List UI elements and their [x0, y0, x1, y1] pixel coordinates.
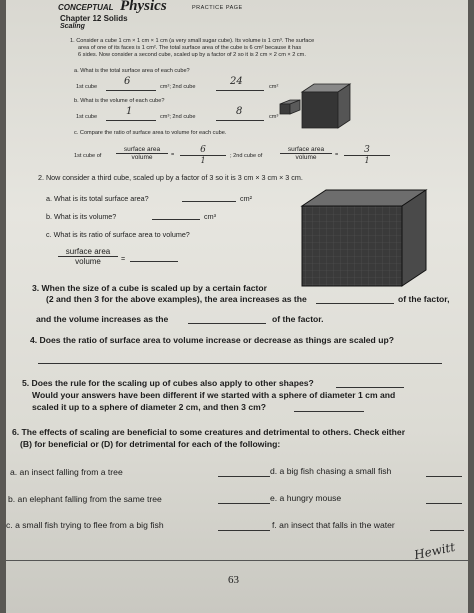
q1c-first-label: 1st cube of: [74, 153, 102, 159]
q6-item-c: c. a small fish trying to flee from a big fish: [6, 520, 164, 530]
q1a-unit-second: cm²; 2nd cube: [160, 84, 196, 90]
q6-item-d-answer[interactable]: [426, 467, 462, 477]
q1c-frac-num: surface area: [116, 146, 168, 154]
q5-line-1: 5. Does the rule for the scaling up of cubes also apply to other shapes?: [22, 378, 314, 388]
q1b-second-answer: 8: [236, 106, 243, 117]
chapter-title: Chapter 12 Solids: [60, 14, 128, 23]
q6-item-f: f. an insect that falls in the water: [272, 520, 395, 530]
page-number: 63: [228, 574, 239, 586]
two-cm-cube: [302, 84, 350, 128]
q1a-first-answer: 6: [124, 76, 131, 87]
q6-item-e: e. a hungry mouse: [270, 493, 342, 503]
q1a-second-answer: 24: [230, 76, 243, 87]
q1c-second-answer-num: 3: [344, 145, 390, 156]
q3-volume-answer-field[interactable]: [188, 314, 266, 324]
signature: Hewitt: [412, 539, 457, 563]
q1c-frac-den-2: volume: [295, 154, 317, 161]
q1b-second-answer-field[interactable]: [216, 106, 264, 121]
q6-item-e-answer[interactable]: [426, 494, 462, 504]
q1c-frac-num-2: surface area: [280, 146, 332, 154]
q1b-first-answer-field[interactable]: [106, 106, 156, 121]
q1c-first-answer-field[interactable]: [180, 145, 226, 165]
q1c-first-answer-den: 1: [200, 156, 206, 165]
q5-answer-field-2[interactable]: [294, 402, 364, 412]
q1c-second-label: ; 2nd cube of: [230, 153, 263, 159]
q6-item-a: a. an insect falling from a tree: [10, 467, 123, 477]
q2c-answer-field[interactable]: [130, 253, 178, 262]
q1a-second-answer-field[interactable]: [216, 76, 264, 91]
q3-area-answer-field[interactable]: [316, 294, 394, 304]
intro-line-1: 1. Consider a cube 1 cm × 1 cm × 1 cm (a very small sugar cube). Its volume is 1 cm³. The surface: [70, 38, 315, 44]
brand-conceptual: CONCEPTUAL: [58, 3, 114, 12]
q4-answer-line[interactable]: [38, 362, 442, 364]
q6-line-2: (B) for beneficial or (D) for detrimental for each of the following:: [20, 439, 281, 449]
q1a-first-label: 1st cube: [76, 84, 98, 90]
large-cube-illustration: [298, 186, 430, 288]
q1a-prompt: a. What is the total surface area of each cube?: [74, 68, 190, 74]
practice-page-label: PRACTICE PAGE: [192, 5, 243, 11]
one-cm-cube: [280, 100, 300, 114]
q1a-first-answer-field[interactable]: [106, 76, 156, 91]
q3-line-2-end: of the factor,: [398, 294, 450, 304]
q6-item-c-answer[interactable]: [218, 521, 270, 531]
q3-line-3: and the volume increases as the: [36, 314, 169, 324]
q6-item-a-answer[interactable]: [218, 467, 270, 477]
topic-title: Scaling: [60, 23, 85, 30]
q5-line-3: scaled it up to a sphere of diameter 2 cm, and then 3 cm?: [32, 402, 267, 412]
q6-item-f-answer[interactable]: [430, 521, 464, 531]
q2-prompt: 2. Now consider a third cube, scaled up by a factor of 3 so it is 3 cm × 3 cm × 3 cm.: [38, 173, 303, 182]
small-cubes-illustration: [276, 80, 356, 132]
intro-line-2: area of one of its faces is 1 cm². The total surface area of the cube is 6 cm² because it has: [78, 45, 302, 51]
q2c-frac-den: volume: [75, 257, 101, 266]
q3-line-2: (2 and then 3 for the above examples), the area increases as the: [46, 294, 307, 304]
q2c-prompt: c. What is its ratio of surface area to volume?: [46, 230, 190, 239]
q2c-equals: =: [121, 254, 126, 263]
q1b-first-label: 1st cube: [76, 114, 98, 120]
q1b-unit-second: cm³; 2nd cube: [160, 114, 196, 120]
q1b-unit: cm³: [269, 114, 279, 120]
q2b-answer-field[interactable]: [152, 211, 200, 220]
q1c-equals-1: =: [171, 152, 175, 158]
q6-line-1: 6. The effects of scaling are beneficial to some creatures and detrimental to others. Check either: [12, 427, 406, 437]
q5-line-2: Would your answers have been different if we started with a sphere of diameter 1 cm and: [32, 390, 396, 400]
q2a-answer-field[interactable]: [182, 193, 236, 202]
q1c-prompt: c. Compare the ratio of surface area to volume for each cube.: [74, 130, 227, 136]
q1b-prompt: b. What is the volume of each cube?: [74, 98, 165, 104]
q1c-second-fraction: [280, 146, 332, 161]
q2a-unit: cm²: [240, 194, 252, 203]
q3-line-1: 3. When the size of a cube is scaled up by a certain factor: [32, 283, 267, 293]
q1c-first-fraction: [116, 146, 168, 161]
q1c-equals-2: =: [335, 152, 339, 158]
q6-item-d: d. a big fish chasing a small fish: [270, 466, 392, 476]
q2b-prompt: b. What is its volume?: [46, 212, 117, 221]
q6-item-b-answer[interactable]: [218, 494, 270, 504]
q2c-fraction: [58, 247, 118, 266]
q5-answer-field-1[interactable]: [336, 378, 404, 388]
q1c-frac-den: volume: [131, 154, 153, 161]
q1c-second-answer-den: 1: [364, 156, 370, 165]
q1a-unit: cm²: [269, 84, 279, 90]
bottom-rule: [6, 560, 468, 561]
q1c-second-answer-field[interactable]: [344, 145, 390, 165]
intro-line-3: 6 sides. Now consider a second cube, scaled up by a factor of 2 so it is 2 cm × 2 cm × 2 cm.: [78, 52, 306, 58]
q2b-unit: cm³: [204, 212, 216, 221]
worksheet-page: [6, 0, 468, 613]
q1c-first-answer-num: 6: [180, 145, 226, 156]
brand-physics: Physics: [120, 0, 167, 14]
q2a-prompt: a. What is its total surface area?: [46, 194, 149, 203]
q1b-first-answer: 1: [126, 106, 133, 117]
q4-line-1: 4. Does the ratio of surface area to volume increase or decrease as things are scaled up?: [30, 335, 394, 345]
q2c-frac-num: surface area: [58, 247, 118, 257]
q3-line-3-end: of the factor.: [272, 314, 324, 324]
q6-item-b: b. an elephant falling from the same tree: [8, 494, 162, 504]
